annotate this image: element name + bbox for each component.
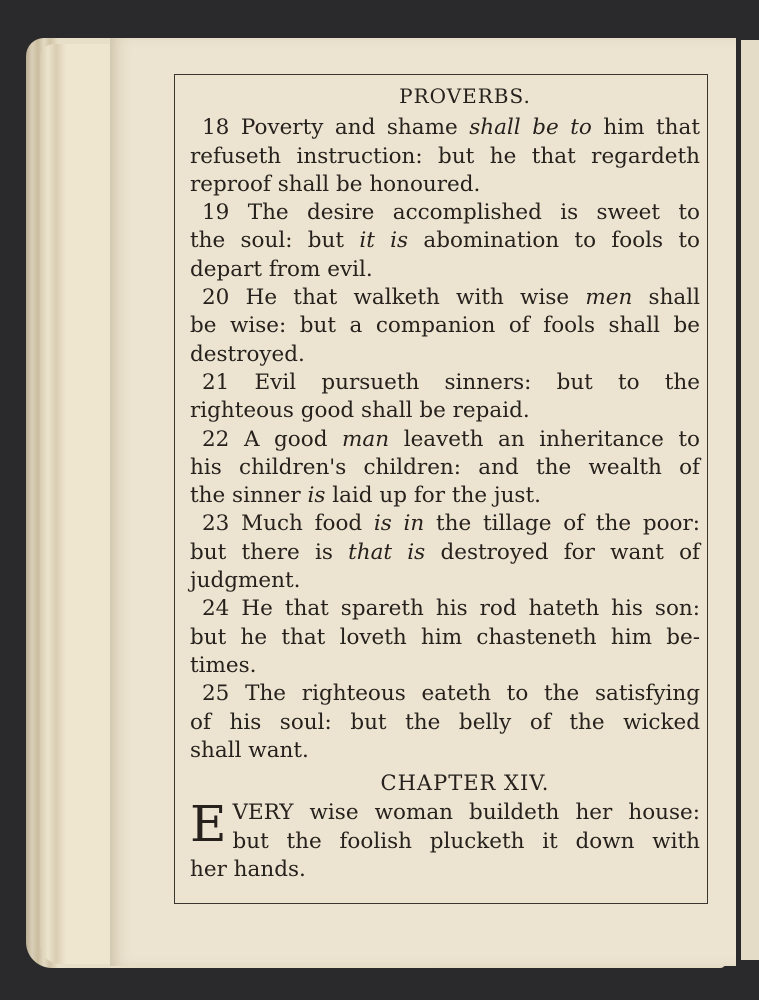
verse-line: times. — [190, 652, 257, 678]
italic-text: man — [342, 426, 390, 452]
verse-line: 19 The desire accomplished is sweet to — [202, 200, 700, 226]
chapter-first-verse — [190, 795, 700, 884]
verse-line: shall want. — [190, 737, 309, 763]
verse-line: judgment. — [190, 568, 301, 594]
verse-22 — [190, 426, 700, 511]
verse-line: destroyed. — [190, 341, 305, 367]
verse-line: 25 The righteous eateth to the satisfying — [202, 681, 700, 707]
verse-line: his children's children: and the wealth of — [190, 454, 700, 480]
chapter-heading: CHAPTER XIV. — [380, 771, 550, 796]
verse-line: 18 Poverty and shame shall be to him that — [202, 115, 700, 141]
verse-line: depart from evil. — [190, 256, 373, 282]
italic-text: shall be to — [469, 115, 592, 141]
running-head: PROVERBS. — [399, 84, 531, 108]
verse-line: 24 He that spareth his rod hateth his son: — [202, 596, 700, 622]
verse-line: of his soul: but the belly of the wicked — [190, 709, 700, 735]
italic-text: that is — [348, 539, 426, 565]
italic-text: men — [585, 285, 633, 311]
verse-line: refuseth instruction: but he that regardeth — [190, 143, 700, 169]
verse-25 — [190, 680, 700, 765]
verse-line: VERY wise woman buildeth her house: — [232, 800, 700, 826]
verse-23 — [190, 510, 700, 595]
verse-line: but he that loveth him chasteneth him be- — [190, 624, 700, 650]
italic-text: is in — [373, 511, 425, 537]
verse-20 — [190, 284, 700, 369]
italic-text: is — [307, 483, 326, 509]
verse-line: righteous good shall be repaid. — [190, 398, 530, 424]
verse-21 — [190, 369, 700, 426]
verse-line: 22 A good man leaveth an inheritance to — [202, 426, 700, 452]
verse-18 — [190, 114, 700, 199]
italic-text: it is — [359, 228, 409, 254]
verse-line: but there is that is destroyed for want of — [190, 539, 700, 565]
verse-line: 23 Much food is in the tillage of the poor: — [202, 511, 700, 537]
facing-page-edge — [738, 40, 759, 960]
verse-19 — [190, 199, 700, 284]
verse-line: the soul: but it is abomination to fools to — [190, 228, 700, 254]
verse-line: but the foolish plucketh it down with — [232, 828, 700, 854]
verse-line: be wise: but a companion of fools shall be — [190, 313, 700, 339]
verse-line: reproof shall be honoured. — [190, 171, 481, 197]
verse-line: the sinner is laid up for the just. — [190, 483, 541, 509]
drop-cap: E — [190, 795, 227, 854]
verse-line: her hands. — [190, 857, 306, 883]
verse-24 — [190, 595, 700, 680]
verse-line: 20 He that walketh with wise men shall — [202, 285, 700, 311]
verse-line: 21 Evil pursueth sinners: but to the — [202, 369, 700, 395]
page-text — [190, 82, 700, 884]
verse-list — [190, 114, 700, 765]
